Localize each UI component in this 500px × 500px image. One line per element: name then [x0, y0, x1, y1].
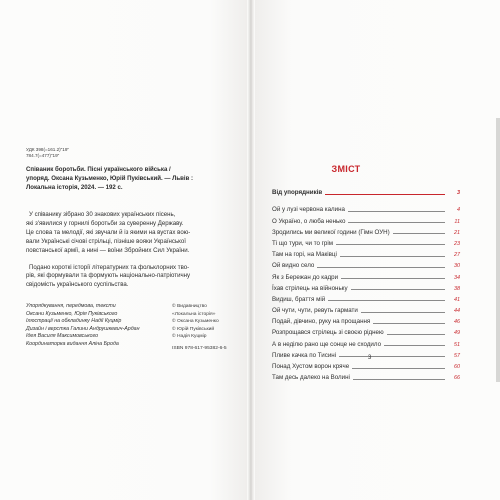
bibliographic-record	[26, 166, 238, 193]
toc-entry-page: 66	[454, 375, 460, 382]
leader-line	[393, 232, 445, 234]
leader-line	[317, 266, 445, 268]
book-spine	[247, 0, 255, 500]
toc-entry[interactable]	[272, 314, 460, 325]
toc-entry-title: Ой чути, чути, ревуть гармати	[272, 307, 358, 315]
leader-line	[373, 322, 445, 324]
toc-entry[interactable]	[272, 258, 460, 269]
leader-line	[336, 243, 445, 245]
toc-entry-title: Від упорядників	[272, 189, 323, 197]
toc-entry-page: 23	[454, 240, 460, 247]
toc-entry[interactable]	[272, 247, 460, 258]
toc-entry-page: 49	[454, 330, 460, 337]
toc-entry-title: Видиш, браття мій	[272, 295, 326, 303]
toc-entry[interactable]	[272, 202, 460, 213]
toc-entry[interactable]	[272, 281, 460, 292]
toc-entry[interactable]	[272, 336, 460, 347]
toc-entry-page: 60	[454, 364, 460, 370]
copyright-line: © Надія Куцмір	[172, 334, 207, 340]
isbn: ISBN 978-617-95382-6-5	[172, 346, 227, 351]
credit-line: Оксани Кузьменко, Юрія Пуківського	[26, 310, 118, 317]
leader-line	[341, 277, 445, 279]
toc-entry[interactable]	[272, 213, 460, 224]
udk-line: УДК 398(=161.2)"19"	[26, 147, 70, 152]
toc-entry-title: Там на горі, на Маківці	[272, 251, 337, 259]
toc-entry-page: 44	[454, 308, 460, 315]
leader-line	[353, 378, 445, 380]
leader-line	[387, 333, 445, 335]
toc-entry-page: 41	[454, 296, 460, 303]
credit-line: Ілюстрації на обкладинку Надії Куцмір	[26, 318, 122, 325]
toc-title: ЗМІСТ	[331, 164, 361, 174]
udk-classification	[26, 147, 69, 160]
toc-entry-page: 46	[454, 319, 460, 326]
leader-line	[328, 299, 445, 301]
toc-entry[interactable]	[272, 325, 460, 336]
annotation-line: Подано короткі історії літературних та фольклорних тво-	[29, 263, 190, 271]
leader-line	[340, 255, 445, 257]
toc-entry[interactable]	[272, 269, 460, 280]
toc-entry-page: 38	[454, 285, 460, 292]
annotation-line: Це слова та мелодії, які звучали й із якими на вустах вою-	[26, 228, 191, 236]
copyright-line: «Локальна історія»	[172, 311, 216, 317]
toc-entry-page: 51	[454, 341, 460, 348]
leader-line	[348, 221, 445, 223]
toc-entries	[272, 202, 460, 381]
leader-line	[352, 367, 445, 369]
toc-entry[interactable]	[272, 370, 460, 381]
copyrights	[172, 303, 244, 341]
table-of-contents	[272, 185, 460, 381]
toc-entry[interactable]	[272, 225, 460, 236]
toc-entry[interactable]	[272, 236, 460, 247]
credit-line: Ідея Василя Максимовського	[26, 333, 99, 340]
credit-line: Дизайн і верстка Галини Андрушкевич-Ардан	[26, 325, 140, 332]
copyright-line: © Оксана Кузьменко	[172, 319, 219, 325]
udk-line: 784.7(=477)"19"	[26, 153, 60, 159]
left-page	[0, 0, 247, 500]
toc-entry-title: Понад Хустом ворон кряче	[272, 363, 350, 370]
toc-entry[interactable]	[272, 292, 460, 303]
copyright-line: © Юрій Пуківський	[172, 326, 215, 332]
toc-entry-page: 30	[454, 263, 460, 270]
credit-line: Упорядкування, передмова, тексти	[26, 303, 116, 309]
toc-entry-page: 11	[454, 218, 460, 225]
toc-entry-page: 21	[454, 229, 460, 236]
annotation-paragraph	[26, 264, 238, 291]
annotation-line: повстанської армії, а нині — воїни Збройних Сил України.	[26, 246, 190, 254]
leader-line	[339, 355, 445, 357]
toc-entry[interactable]	[272, 348, 460, 359]
leader-line	[325, 193, 445, 195]
toc-entry-page: 57	[454, 352, 460, 359]
leader-line	[384, 344, 445, 346]
toc-entry-title: Ті що тури, чи то грім	[272, 239, 333, 247]
toc-entry-title: О Україно, о люба ненько	[272, 217, 346, 225]
annotation-line: які з'явилися у горнилі боротьби за суверенну Державу.	[26, 219, 184, 227]
toc-entry[interactable]	[272, 359, 460, 370]
toc-entry-page: 34	[454, 274, 460, 281]
toc-entry-title: Ой видно село	[272, 262, 315, 270]
toc-header-row[interactable]	[272, 185, 460, 196]
annotation-paragraph	[26, 211, 238, 256]
annotation-line: У співанику зібрано 30 знакових українських пісень,	[29, 211, 176, 218]
credit-line: Координаторка видання Аліна Брода	[26, 340, 119, 347]
leader-line	[351, 288, 445, 290]
toc-entry-title: Ой у лузі червона калина	[272, 206, 345, 214]
toc-entry-title: Розпрощався стрілець зі своєю ріднею	[272, 329, 384, 337]
toc-entry-title: Там десь далеко на Волині	[272, 374, 350, 382]
toc-entry-title: А в неділю рано ще сонце не сходило	[272, 340, 382, 348]
annotation-line: рів, які формували та формують національно-патріотичну	[26, 272, 191, 280]
page-number: 3	[368, 355, 372, 361]
toc-entry-page: 3	[457, 190, 460, 197]
annotation-line: свідомість українського суспільства.	[26, 281, 129, 289]
toc-entry-title: Їхав стрілець на війноньку	[272, 284, 348, 292]
credits	[26, 303, 176, 349]
toc-entry[interactable]	[272, 303, 460, 314]
toc-entry-page: 4	[457, 207, 460, 214]
biblio-line: Співаник боротьби. Пісні українського війська /	[26, 166, 171, 173]
toc-entry-title: Пливе качка по Тисині	[272, 351, 337, 359]
toc-entry-title: Подай, дівчино, руку на прощання	[272, 318, 371, 326]
annotation-line: вали Українські січові стрільці, пізніше вояки Української	[26, 237, 186, 245]
biblio-line: Локальна історія, 2024. — 192 с.	[26, 183, 123, 191]
toc-entry-page: 27	[454, 252, 460, 259]
biblio-line: упоряд. Оксана Кузьменко, Юрій Пуківський. — Львів :	[26, 174, 194, 182]
annotation	[26, 211, 238, 298]
copyright-line: © Видавництво	[172, 304, 207, 309]
toc-entry-title: Зродились ми великої години (Гімн ОУН)	[272, 228, 390, 236]
leader-line	[348, 210, 445, 212]
toc-entry-title: Як з Бережан до кадри	[272, 273, 339, 281]
leader-line	[361, 311, 445, 313]
page-edge	[496, 118, 500, 382]
